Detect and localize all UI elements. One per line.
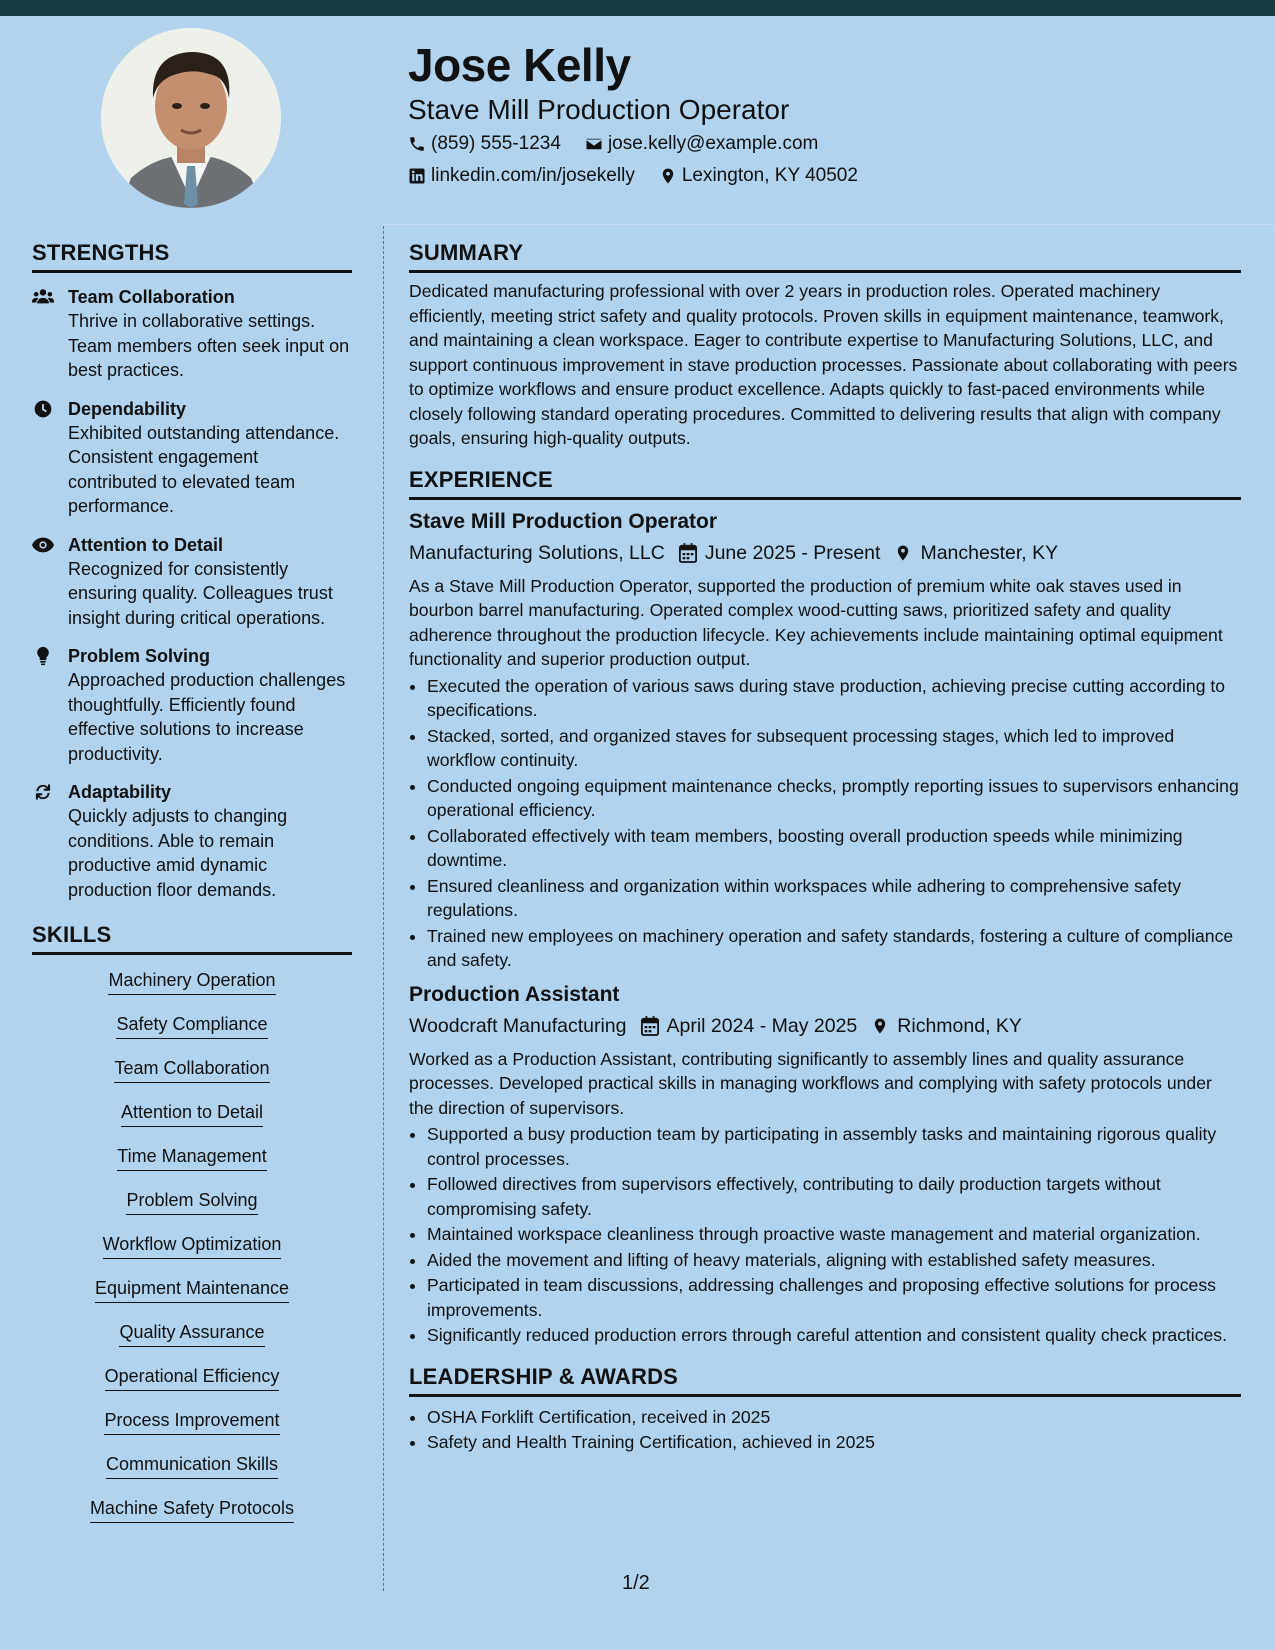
contact-row-1 — [408, 133, 818, 155]
strength-desc: Recognized for consistently ensuring quality. Colleagues trust insight during critical operations. — [68, 558, 333, 628]
strength-desc: Approached production challenges thoughtfully. Efficiently found effective solutions to increase productivity. — [68, 670, 346, 764]
email-text: jose.kelly@example.com — [607, 133, 819, 154]
skills-list — [32, 963, 352, 1535]
skill-item: Time Management — [117, 1144, 266, 1171]
awards-list — [409, 1405, 1241, 1455]
job-meta — [409, 1011, 1241, 1041]
users-icon — [32, 287, 54, 307]
job-title: Stave Mill Production Operator — [409, 509, 718, 533]
skill-item: Operational Efficiency — [105, 1364, 280, 1391]
calendar-icon — [641, 1016, 659, 1036]
job-entry — [409, 508, 1241, 973]
job-bullet: • Trained new employees on machinery operation and safety standards, fostering a culture of compliance and safety. — [427, 924, 1241, 973]
skill-item: Machinery Operation — [108, 968, 275, 995]
job-location: Manchester, KY — [920, 541, 1059, 564]
job-bullet: • Followed directives from supervisors effectively, contributing to daily production targets without compromising safety. — [427, 1172, 1241, 1221]
strength-title: Attention to Detail — [68, 534, 223, 555]
location-text: Lexington, KY 40502 — [681, 165, 858, 186]
job-title: Production Assistant — [409, 982, 620, 1006]
skill-item: Equipment Maintenance — [95, 1276, 289, 1303]
job-bullet: • Conducted ongoing equipment maintenance checks, promptly reporting issues to supervisors enhancing operational efficiency. — [427, 774, 1241, 823]
top-bar — [0, 0, 1275, 16]
left-column — [32, 240, 352, 1535]
location-contact — [659, 165, 858, 187]
contact-row-2 — [408, 165, 858, 187]
experience-heading: EXPERIENCE — [409, 467, 1241, 500]
job-dates: April 2024 - May 2025 — [666, 1014, 858, 1037]
strength-item — [32, 397, 352, 519]
skills-heading: SKILLS — [32, 922, 352, 955]
job-bullet: • Maintained workspace cleanliness through proactive waste management and material organization. — [427, 1222, 1241, 1247]
strength-item — [32, 285, 352, 383]
job-bullet: • Collaborated effectively with team members, boosting overall production speeds while minimizing downtime. — [427, 824, 1241, 873]
email-contact[interactable] — [585, 133, 818, 155]
skill-item: Safety Compliance — [116, 1012, 267, 1039]
job-bullet: • Ensured cleanliness and organization within workspaces while adhering to comprehensive safety regulations. — [427, 874, 1241, 923]
awards-heading: LEADERSHIP & AWARDS — [409, 1364, 1241, 1397]
eye-icon — [32, 535, 54, 555]
award-item: • OSHA Forklift Certification, received in 2025 — [427, 1405, 1241, 1430]
candidate-name: Jose Kelly — [408, 39, 631, 91]
strength-title: Problem Solving — [68, 646, 211, 666]
linkedin-contact[interactable] — [408, 165, 635, 187]
summary-heading: SUMMARY — [409, 240, 1241, 273]
linkedin-text: linkedin.com/in/josekelly — [431, 165, 635, 186]
strength-desc: Quickly adjusts to changing conditions. Able to remain productive amid dynamic production floor demands. — [68, 806, 288, 900]
header-separator — [383, 224, 1275, 225]
strength-desc: Thrive in collaborative settings. Team members often seek input on best practices. — [68, 311, 350, 380]
job-bullets — [409, 674, 1241, 973]
calendar-icon — [679, 543, 697, 563]
job-meta — [409, 538, 1241, 568]
profile-photo — [101, 28, 281, 208]
skill-item: Attention to Detail — [121, 1100, 263, 1127]
strength-item — [32, 780, 352, 902]
job-location: Richmond, KY — [897, 1014, 1022, 1037]
skill-item: Communication Skills — [106, 1452, 278, 1479]
job-company: Manufacturing Solutions, LLC — [409, 541, 665, 564]
map-pin-icon — [871, 1016, 889, 1036]
job-entry — [409, 981, 1241, 1348]
job-bullet: • Executed the operation of various saws during stave production, achieving precise cutting according to specifications. — [427, 674, 1241, 723]
lightbulb-icon — [32, 646, 54, 666]
skill-item: Process Improvement — [104, 1408, 279, 1435]
strengths-heading: STRENGTHS — [32, 240, 352, 273]
job-bullet: • Stacked, sorted, and organized staves for subsequent processing stages, which led to improved workflow continuity. — [427, 724, 1241, 773]
job-company: Woodcraft Manufacturing — [409, 1014, 627, 1037]
clock-icon — [32, 399, 54, 419]
job-description: Worked as a Production Assistant, contributing significantly to assembly lines and quality assurance processes. Developed practical skills in managing workflows and complying with safety protocols under the direction of supervisors. — [409, 1048, 1212, 1118]
job-bullet: • Significantly reduced production errors through careful attention and consistent quality check practices. — [427, 1323, 1241, 1348]
candidate-title: Stave Mill Production Operator — [408, 94, 790, 125]
job-bullet: • Supported a busy production team by participating in assembly tasks and maintaining rigorous quality control processes. — [427, 1122, 1241, 1171]
job-bullets — [409, 1122, 1241, 1348]
skill-item: Workflow Optimization — [103, 1232, 282, 1259]
map-pin-icon — [894, 543, 912, 563]
skill-item: Quality Assurance — [119, 1320, 264, 1347]
refresh-icon — [32, 782, 54, 802]
right-column — [409, 240, 1241, 1456]
map-pin-icon — [659, 167, 677, 185]
linkedin-icon — [408, 167, 426, 185]
strength-title: Team Collaboration — [68, 287, 235, 307]
phone-text: (859) 555-1234 — [431, 133, 561, 154]
skill-item: Team Collaboration — [114, 1056, 269, 1083]
strength-item — [32, 644, 352, 766]
phone-contact[interactable] — [408, 133, 561, 155]
skill-item: Problem Solving — [126, 1188, 257, 1215]
summary-text: Dedicated manufacturing professional with over 2 years in production roles. Operated machinery efficiently, meeting strict safety and quality protocols. Proven skills in equipment maintenance, teamwork, and maintaining a clean workspace. Eager to contribute expertise to Manufacturing Solutions, LLC, and support continuous improvement in stave production processes. Passionate about collaborating with peers to optimize workflows and ensure product excellence. Adapts quickly to fast-paced environments while closely following standard operating procedures. Committed to delivering results that align with company goals, ensuring high-quality outputs. — [409, 281, 1238, 448]
phone-icon — [408, 135, 426, 153]
skill-item: Machine Safety Protocols — [90, 1496, 294, 1523]
job-dates: June 2025 - Present — [704, 541, 881, 564]
column-divider — [383, 226, 384, 1591]
job-bullet: • Participated in team discussions, addressing challenges and proposing effective solutions for process improvements. — [427, 1273, 1241, 1322]
award-item: • Safety and Health Training Certification, achieved in 2025 — [427, 1430, 1241, 1455]
page-indicator: 1/2 — [622, 1572, 650, 1594]
envelope-icon — [585, 135, 603, 153]
strength-title: Dependability — [68, 398, 187, 419]
strength-title: Adaptability — [68, 782, 172, 802]
strength-item — [32, 533, 352, 631]
job-bullet: • Aided the movement and lifting of heavy materials, aligning with established safety measures. — [427, 1248, 1241, 1273]
job-description: As a Stave Mill Production Operator, supported the production of premium white oak staves used in bourbon barrel manufacturing. Operated complex wood-cutting saws, prioritized safety and quality adherence throughout the production lifecycle. Key achievements include maintaining optimal equipment functionality and superior production output. — [409, 575, 1223, 669]
strength-desc: Exhibited outstanding attendance. Consistent engagement contributed to elevated team performance. — [68, 422, 340, 516]
